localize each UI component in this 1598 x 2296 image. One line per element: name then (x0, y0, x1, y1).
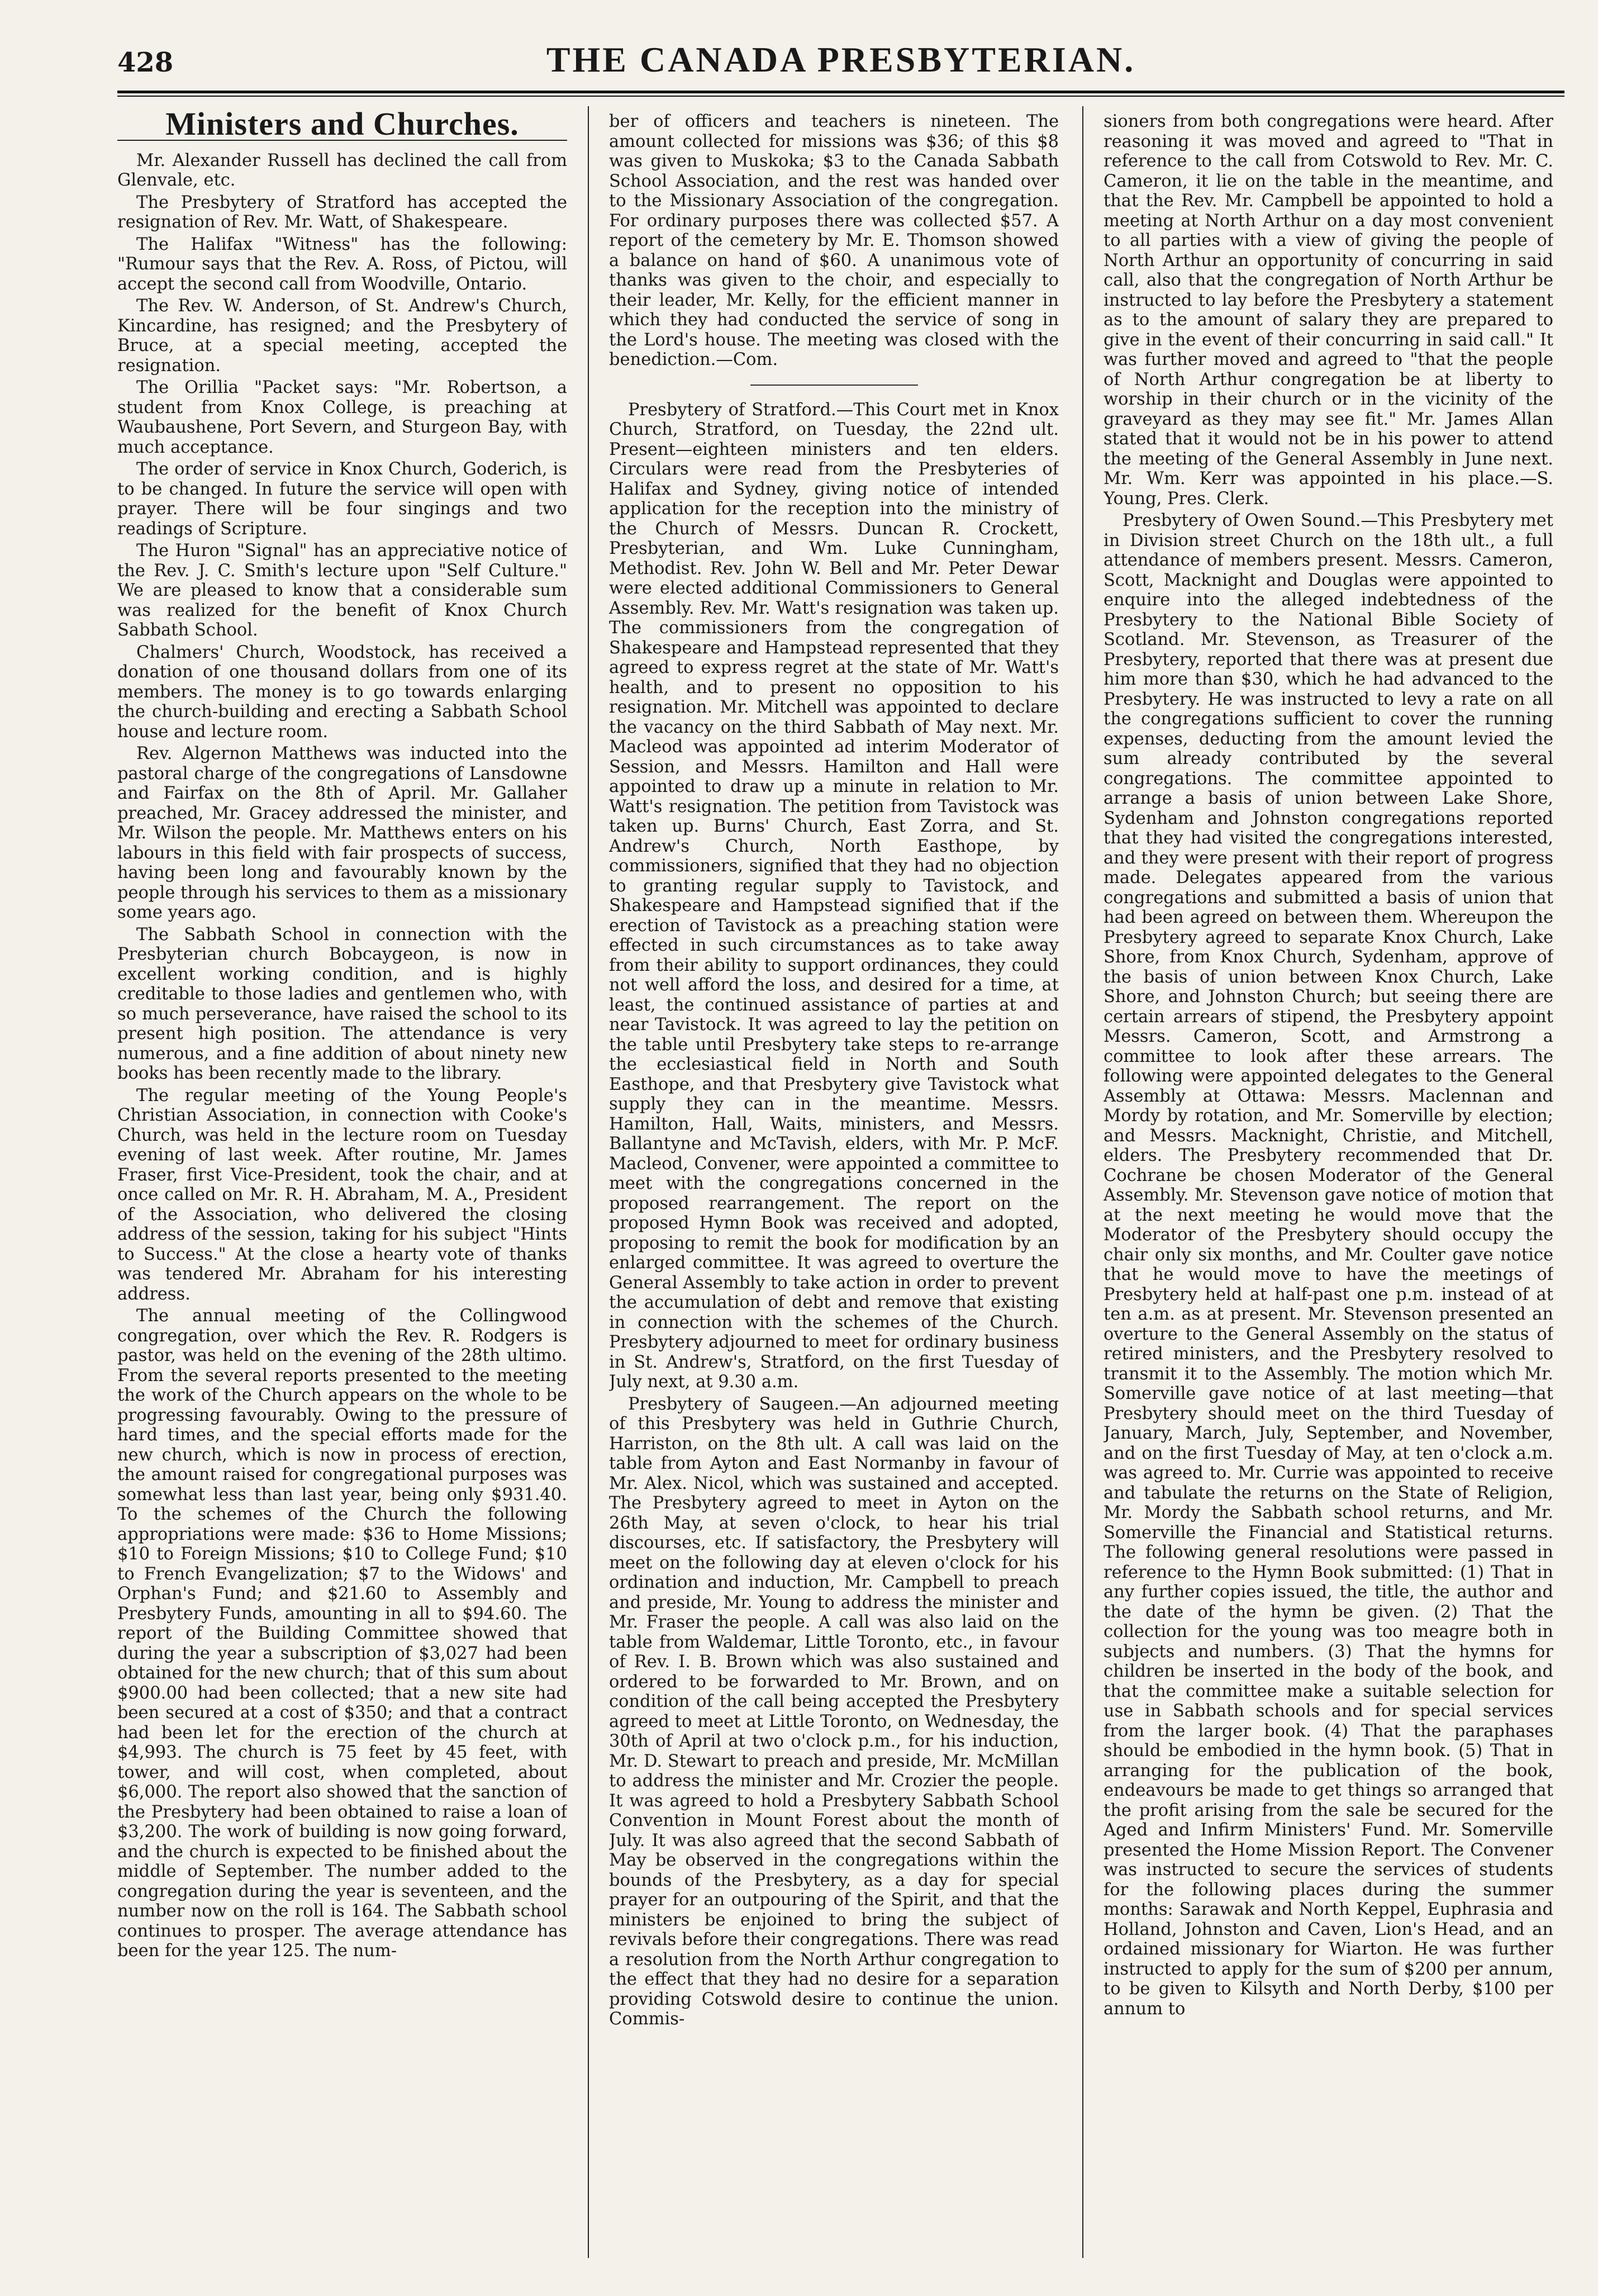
paragraph: Presbytery of Owen Sound.—This Presbytery met in Division street Church on the 18th ult., a full attendance of members present. Messrs. Cameron, Scott, Macknight and Douglas were appointed to enquire into the alleged indebtedness of the Presbytery to the National Bible Society of Scotland. Mr. Stevenson, as Treasurer of the Presbytery, reported that there was at present due him more than $30, which he had advanced to the Presbytery. He was instructed to levy a rate on all the congregations sufficient to cover the running expenses, deducting from the amount levied the sum already contributed by the several congregations. The committee appointed to arrange a basis of union between Lake Shore, Sydenham and Johnston congregations reported that they had visited the congregations interested, and they were present with their report of progress made. Delegates appeared from the various congregations and submitted a basis of union that had been agreed on between them. Whereupon the Presbytery agreed to separate Knox Church, Lake Shore, from Knox Church, Sydenham, approve of the basis of union between Knox Church, Lake Shore, and Johnston Church; but seeing there are certain arrears of stipend, the Presbytery appoint Messrs. Cameron, Scott, and Armstrong a committee to look after these arrears. The following were appointed delegates to the General Assembly at Ottawa: Messrs. Maclennan and Mordy by rotation, and Mr. Somerville by election; and Messrs. Macknight, Christie, and Mitchell, elders. The Presbytery recommended that Dr. Cochrane be chosen Moderator of the General Assembly. Mr. Stevenson gave notice of motion that at the next meeting he would move that the Moderator of the Presbytery should occupy the chair only six months, and Mr. Coulter gave notice that he would move to have the meetings of Presbytery held at half-past one p.m. instead of at ten a.m. as at present. Mr. Stevenson presented an overture to the General Assembly on the status of retired ministers, and the Presbytery resolved to transmit it to the Assembly. The motion which Mr. Somerville gave notice of at last meeting—that Presbytery should meet on the third Tuesday of January, March, July, September, and November, and on the first Tuesday of May, at ten o'clock a.m. was agreed to. Mr. Currie was appointed to receive and tabulate the returns on the State of Religion, Mr. Mordy the Sabbath school returns, and Mr. Somerville the Financial and Statistical returns. The following general resolutions were passed in reference to the Hymn Book submitted: (1) That in any further copies issued, the title, the author and the date of the hymn be given. (2) That the collection for the young was too meagre both in subjects and numbers. (3) That the hymns for children be inserted in the body of the book, and that the committee make a suitable selection for use in Sabbath schools and for special services from the larger book. (4) That the paraphases should be embodied in the hymn book. (5) That in arranging for the publication of the book, endeavours be made to get things so arranged that the profit arising from the sale be secured for the Aged and Infirm Ministers' Fund. Mr. Somerville presented the Home Mission Report. The Convener was instructed to secure the services of students for the following places during the summer months: Sarawak and North Keppel, Euphrasia and Holland, Johnston and Caven, Lion's Head, and an ordained missionary for Wiarton. He was further instructed to apply for the sum of $200 per annum, to be given to Kilsyth and North Derby, $100 per annum to (1104, 511, 1553, 2019)
paragraph: The annual meeting of the Collingwood congregation, over which the Rev. R. Rodgers is pastor, was held on the evening of the 28th ultimo. From the several reports presented to the meeting the work of the Church appears on the whole to be progressing favourably. Owing to the pressure of hard times, and the special efforts made for the new church, which is now in process of erection, the amount raised for congregational purposes was somewhat less than last year, being only $931.40. To the schemes of the Church the following appropriations were made: $36 to Home Missions; $10 to Foreign Missions; $10 to College Fund; $10 to French Evangelization; $7 to the Widows' and Orphan's Fund; and $21.60 to Assembly and Presbytery Funds, amounting in all to $94.60. The report of the Building Committee showed that during the year a subscription of $3,027 had been obtained for the new church; that of this sum about $900.00 had been collected; that a new site had been secured at a cost of $350; and that a contract had been let for the erection of the church at $4,993. The church is 75 feet by 45 feet, with tower, and will cost, when completed, about $6,000. The report also showed that the sanction of the Presbytery had been obtained to raise a loan of $3,200. The work of building is now going forward, and the church is expected to be finished about the middle of September. The number added to the congregation during the year is seventeen, and the number now on the roll is 164. The Sabbath school continues to prosper. The average attendance has been for the year 125. The num- (117, 1306, 567, 1961)
paragraph: Mr. Alexander Russell has declined the call from Glenvale, etc. (117, 150, 567, 190)
page-number: 428 (117, 47, 174, 78)
column-3 (1104, 112, 1553, 2258)
paragraph: The Halifax "Witness" has the following: "Rumour says that the Rev. A. Ross, of Pictou, will accept the second call from Woodville, Ontario. (117, 234, 567, 294)
header-rule-thin (117, 96, 1564, 97)
paragraph: The Orillia "Packet says: "Mr. Robertson, a student from Knox College, is preaching at Waubaushene, Port Severn, and Sturgeon Bay, with much acceptance. (117, 378, 567, 457)
section-title: Ministers and Churches. (117, 114, 567, 141)
paragraph: Presbytery of Stratford.—This Court met in Knox Church, Stratford, on Tuesday, the 22nd ult. Present—eighteen ministers and ten elders. Circulars were read from the Presbyteries of Halifax and Sydney, giving notice of intended application for the reception into the ministry of the Church of Messrs. Duncan R. Crockett, Presbyterian, and Wm. Luke Cunningham, Methodist. Rev. John W. Bell and Mr. Peter Dewar were elected additional Commissioners to General Assembly. Rev. Mr. Watt's resignation was taken up. The commissioners from the congregation of Shakespeare and Hampstead represented that they agreed to express regret at the state of Mr. Watt's health, and to present no opposition to his resignation. Mr. Mitchell was appointed to declare the vacancy on the third Sabbath of May next. Mr. Macleod was appointed ad interim Moderator of Session, and Messrs. Hamilton and Hall were appointed to draw up a minute in relation to Mr. Watt's resignation. The petition from Tavistock was taken up. Burns' Church, East Zorra, and St. Andrew's Church, North Easthope, by commissioners, signified that they had no objection to granting regular supply to Tavistock, and Shakespeare and Hampstead signified that if the erection of Tavistock as a preaching station were effected in such circumstances as to take away from their ability to support ordinances, they could not well afford the loss, and desired for a time, at least, the continued assistance of parties at and near Tavistock. It was agreed to lay the petition on the table until Presbytery take steps to re-arrange the ecclesiastical field in North and South Easthope, and that Presbytery give Tavistock what supply they can in the meantime. Messrs. Hamilton, Hall, Waits, ministers, and Messrs. Ballantyne and McTavish, elders, with Mr. P. McF. Macleod, Convener, were appointed a committee to meet with the congregations concerned in the proposed rearrangement. The report on the proposed Hymn Book was received and adopted, proposing to remit the book for modification by an enlarged committee. It was agreed to overture the General Assembly to take action in order to prevent the accumulation of debt and remove that existing in connection with the schemes of the Church. Presbytery adjourned to meet for ordinary business in St. Andrew's, Stratford, on the first Tuesday of July next, at 9.30 a.m. (609, 400, 1059, 1392)
column-2 (609, 112, 1059, 2258)
column-1-articles (117, 151, 567, 1961)
paragraph: ber of officers and teachers is nineteen. The amount collected for missions was $36; of this $8 was given to Muskoka; $3 to the Canada Sabbath School Association, and the rest was handed over to the Missionary Association of the congregation. For ordinary purposes there was collected $57. A report of the cemetery by Mr. E. Thomson showed a balance on hand of $60. A unanimous vote of thanks was given to the choir, and especially to their leader, Mr. Kelly, for the efficient manner in which they had conducted the service of song in the Lord's house. The meeting was closed with the benediction.—Com. (609, 112, 1059, 369)
column-3-articles (1104, 112, 1553, 2019)
paragraph: sioners from both congregations were heard. After reasoning it was moved and agreed to "That in reference to the call from Cotswold to Rev. Mr. C. Cameron, it lie on the table in the meantime, and that the Rev. Mr. Campbell be appointed to hold a meeting at North Arthur on a day most convenient to all parties with a view of giving the people of North Arthur an opportunity of concurring in said call, also that the congregation of North Arthur be instructed to lay before the Presbytery a statement as to the amount of salary they are prepared to give in the event of their concurring in said call." It was further moved and agreed to "that the people of North Arthur congregation be at liberty to worship in their church or in the vicinity of the graveyard as they may see fit." Mr. James Allan stated that it would not be in his power to attend the meeting of the General Assembly in June next. Mr. Wm. Kerr was appointed in his place.—S. Young, Pres. Clerk. (1104, 112, 1553, 509)
header-rule (117, 91, 1564, 93)
article-divider (750, 385, 918, 386)
column-1 (117, 112, 567, 2258)
paragraph: The Rev. W. Anderson, of St. Andrew's Church, Kincardine, has resigned; and the Presbytery of Bruce, at a special meeting, accepted the resignation. (117, 296, 567, 376)
paragraph: The order of service in Knox Church, Goderich, is to be changed. In future the service will open with prayer. There will be four singings and two readings of Scripture. (117, 459, 567, 539)
paragraph: Chalmers' Church, Woodstock, has received a donation of one thousand dollars from one of its members. The money is to go towards enlarging the church-building and erecting a Sabbath School house and lecture room. (117, 642, 567, 742)
paragraph: The Huron "Signal" has an appreciative notice of the Rev. J. C. Smith's lecture upon "Self Culture." We are pleased to know that a considerable sum was realized for the benefit of Knox Church Sabbath School. (117, 541, 567, 640)
page-title: THE CANADA PRESBYTERIAN. (546, 40, 1136, 79)
paragraph: Rev. Algernon Matthews was inducted into the pastoral charge of the congregations of Lansdowne and Fairfax on the 8th of April. Mr. Gallaher preached, Mr. Gracey addressed the minister, and Mr. Wilson the people. Mr. Matthews enters on his labours in this field with fair prospects of success, having been long and favourably known by the people through his services to them as a missionary some years ago. (117, 744, 567, 922)
paragraph: The Presbytery of Stratford has accepted the resignation of Rev. Mr. Watt, of Shakespeare. (117, 192, 567, 232)
paragraph: The regular meeting of the Young People's Christian Association, in connection with Cooke's Church, was held in the lecture room on Tuesday evening of last week. After routine, Mr. James Fraser, first Vice-President, took the chair, and at once called on Mr. R. H. Abraham, M. A., President of the Association, who delivered the closing address of the session, taking for his subject "Hints to Success." At the close a hearty vote of thanks was tendered Mr. Abraham for his interesting address. (117, 1085, 567, 1304)
paragraph: Presbytery of Saugeen.—An adjourned meeting of this Presbytery was held in Guthrie Church, Harriston, on the 8th ult. A call was laid on the table from Ayton and East Normanby in favour of Mr. Alex. Nicol, which was sustained and accepted. The Presbytery agreed to meet in Ayton on the 26th May, at seven o'clock, to hear his trial discourses, etc. If satisfactory, the Presbytery will meet on the following day at eleven o'clock for his ordination and induction, Mr. Campbell to preach and preside, Mr. Young to address the minister and Mr. Fraser the people. A call was also laid on the table from Waldemar, Little Toronto, etc., in favour of Rev. I. B. Brown which was also sustained and ordered to be forwarded to Mr. Brown, and on condition of the call being accepted the Presbytery agreed to meet at Little Toronto, on Wednesday, the 30th of April at two o'clock p.m., for his induction, Mr. D. Stewart to preach and preside, Mr. McMillan to address the minister and Mr. Crozier the people. It was agreed to hold a Presbytery Sabbath School Convention in Mount Forest about the month of July. It was also agreed that the second Sabbath of May be observed in the congregations within the bounds of the Presbytery, as a day for special prayer for an outpouring of the Spirit, and that the ministers be enjoined to bring the subject of revivals before their congregations. There was read a resolution from the North Arthur congregation to the effect that they had no desire for a separation providing Cotswold desire to continue the union. Commis- (609, 1394, 1059, 2029)
column-divider (588, 106, 589, 2258)
paragraph: The Sabbath School in connection with the Presbyterian church Bobcaygeon, is now in excellent working condition, and is highly creditable to those ladies and gentlemen who, with so much perseverance, have raised the school to its present high position. The attendance is very numerous, and a fine addition of about ninety new books has been recently made to the library. (117, 924, 567, 1083)
column-2-articles (609, 400, 1059, 2029)
column-divider (1082, 106, 1083, 2258)
column-2-continuation (609, 112, 1059, 370)
page-header (117, 39, 1564, 89)
